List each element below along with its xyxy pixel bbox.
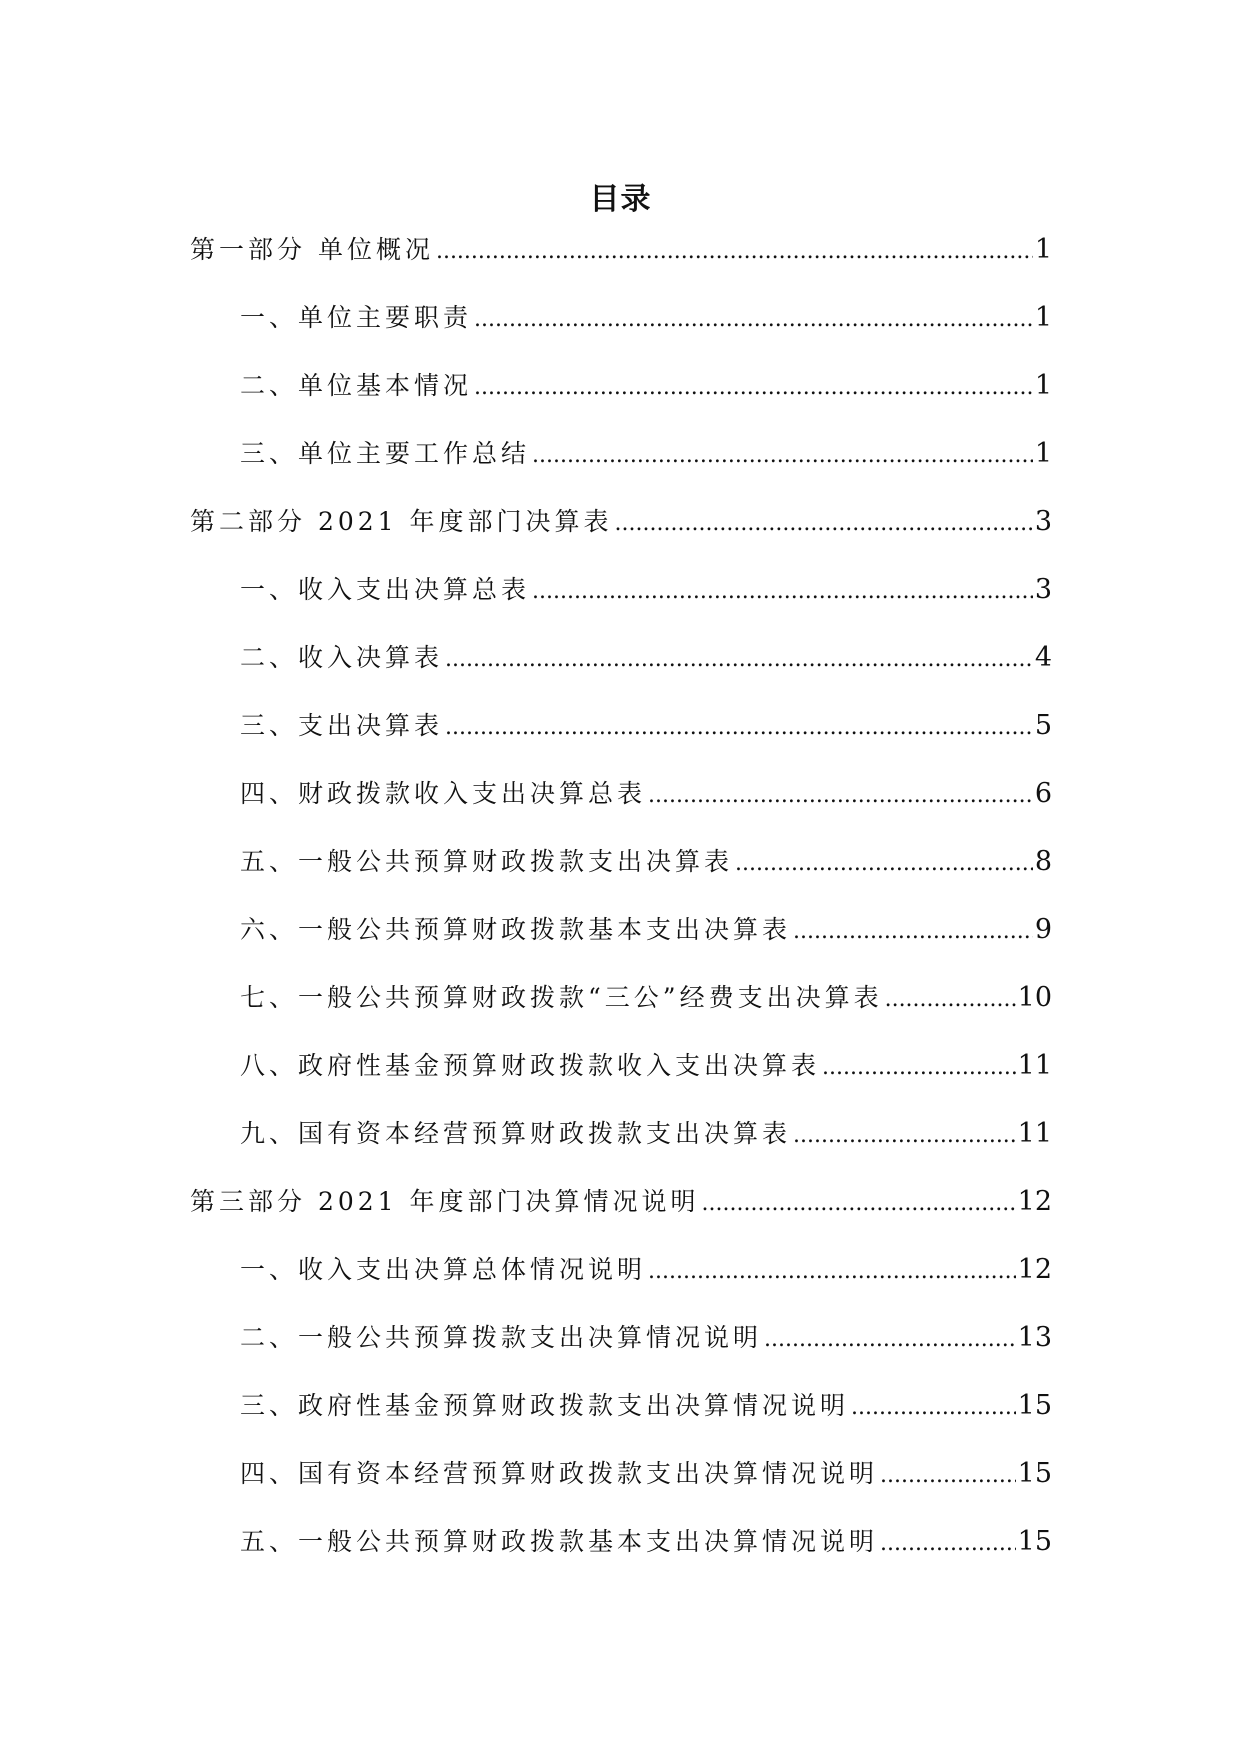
- toc-title: 目录: [589, 182, 652, 218]
- toc-page-number: 5: [1034, 710, 1052, 741]
- toc-entry-label: 四、国有资本经营预算财政拨款支出决算情况说明: [240, 1459, 879, 1488]
- toc-entry-3-1[interactable]: [190, 1248, 1052, 1316]
- toc-page-number: 8: [1034, 846, 1052, 877]
- toc-entry-2-2[interactable]: [190, 636, 1052, 704]
- toc-entry-label: 八、政府性基金预算财政拨款收入支出决算表: [240, 1051, 821, 1080]
- toc-page-number: 1: [1034, 370, 1052, 401]
- dot-leader: [880, 1454, 1016, 1498]
- toc-entry-label: 一、单位主要职责: [240, 303, 473, 332]
- toc-entry-label: 一、收入支出决算总体情况说明: [240, 1255, 647, 1284]
- toc-entry-2-6[interactable]: [190, 908, 1052, 976]
- toc-entry-2-8[interactable]: [190, 1044, 1052, 1112]
- toc-entry-label: 五、一般公共预算财政拨款支出决算表: [240, 847, 734, 876]
- toc-entry-part-3[interactable]: [190, 1180, 1052, 1248]
- toc-entry-3-4[interactable]: [190, 1452, 1052, 1520]
- dot-leader: [793, 910, 1033, 954]
- toc-page-number: 15: [1017, 1526, 1052, 1557]
- dot-leader: [764, 1318, 1016, 1362]
- toc-page-number: 3: [1034, 574, 1052, 605]
- toc-entry-3-5[interactable]: [190, 1520, 1052, 1588]
- toc-entry-2-7[interactable]: [190, 976, 1052, 1044]
- dot-leader: [445, 638, 1033, 682]
- dot-leader: [648, 774, 1033, 818]
- toc-entry-label: 九、国有资本经营预算财政拨款支出决算表: [240, 1119, 792, 1148]
- toc-page-number: 9: [1034, 914, 1052, 945]
- toc-entry-label: 第三部分 2021 年度部门决算情况说明: [190, 1187, 700, 1216]
- toc-entry-1-1[interactable]: [190, 296, 1052, 364]
- toc-entry-3-2[interactable]: [190, 1316, 1052, 1384]
- toc-page-number: 15: [1017, 1458, 1052, 1489]
- toc-entry-label: 一、收入支出决算总表: [240, 575, 531, 604]
- toc-entry-2-4[interactable]: [190, 772, 1052, 840]
- dot-leader: [532, 434, 1033, 478]
- toc-entry-2-3[interactable]: [190, 704, 1052, 772]
- toc-page-number: 12: [1017, 1186, 1052, 1217]
- toc-entry-label: 三、政府性基金预算财政拨款支出决算情况说明: [240, 1391, 850, 1420]
- toc-page-number: 4: [1034, 642, 1052, 673]
- dot-leader: [702, 1182, 1016, 1226]
- toc-entry-label: 三、支出决算表: [240, 711, 444, 740]
- dot-leader: [474, 366, 1033, 410]
- dot-leader: [648, 1250, 1016, 1294]
- toc-entry-label: 二、一般公共预算拨款支出决算情况说明: [240, 1323, 763, 1352]
- toc-entry-label: 七、一般公共预算财政拨款“三公”经费支出决算表: [240, 983, 883, 1012]
- toc-entry-2-5[interactable]: [190, 840, 1052, 908]
- table-of-contents: [190, 228, 1052, 1588]
- toc-entry-1-3[interactable]: [190, 432, 1052, 500]
- dot-leader: [851, 1386, 1016, 1430]
- toc-entry-label: 二、单位基本情况: [240, 371, 473, 400]
- toc-entry-3-3[interactable]: [190, 1384, 1052, 1452]
- toc-page-number: 3: [1034, 506, 1052, 537]
- toc-page-number: 15: [1017, 1390, 1052, 1421]
- dot-leader: [735, 842, 1033, 886]
- dot-leader: [436, 230, 1033, 274]
- toc-entry-1-2[interactable]: [190, 364, 1052, 432]
- dot-leader: [445, 706, 1033, 750]
- toc-page-number: 1: [1034, 234, 1052, 265]
- toc-entry-2-1[interactable]: [190, 568, 1052, 636]
- dot-leader: [532, 570, 1033, 614]
- dot-leader: [793, 1114, 1016, 1158]
- toc-entry-label: 四、财政拨款收入支出决算总表: [240, 779, 647, 808]
- dot-leader: [615, 502, 1033, 546]
- toc-page-number: 13: [1017, 1322, 1052, 1353]
- toc-page-number: 1: [1034, 438, 1052, 469]
- toc-entry-label: 第二部分 2021 年度部门决算表: [190, 507, 613, 536]
- toc-page-number: 12: [1017, 1254, 1052, 1285]
- dot-leader: [822, 1046, 1016, 1090]
- toc-page-number: 1: [1034, 302, 1052, 333]
- dot-leader: [474, 298, 1033, 342]
- toc-entry-label: 二、收入决算表: [240, 643, 444, 672]
- toc-entry-label: 五、一般公共预算财政拨款基本支出决算情况说明: [240, 1527, 879, 1556]
- toc-entry-label: 三、单位主要工作总结: [240, 439, 531, 468]
- toc-page-number: 6: [1034, 778, 1052, 809]
- dot-leader: [885, 978, 1016, 1022]
- toc-entry-part-2[interactable]: [190, 500, 1052, 568]
- toc-page-number: 11: [1017, 1118, 1052, 1149]
- toc-page-number: 11: [1017, 1050, 1052, 1081]
- toc-entry-part-1[interactable]: [190, 228, 1052, 296]
- dot-leader: [880, 1522, 1016, 1566]
- toc-entry-2-9[interactable]: [190, 1112, 1052, 1180]
- toc-entry-label: 六、一般公共预算财政拨款基本支出决算表: [240, 915, 792, 944]
- toc-page-number: 10: [1017, 982, 1052, 1013]
- toc-entry-label: 第一部分 单位概况: [190, 235, 434, 264]
